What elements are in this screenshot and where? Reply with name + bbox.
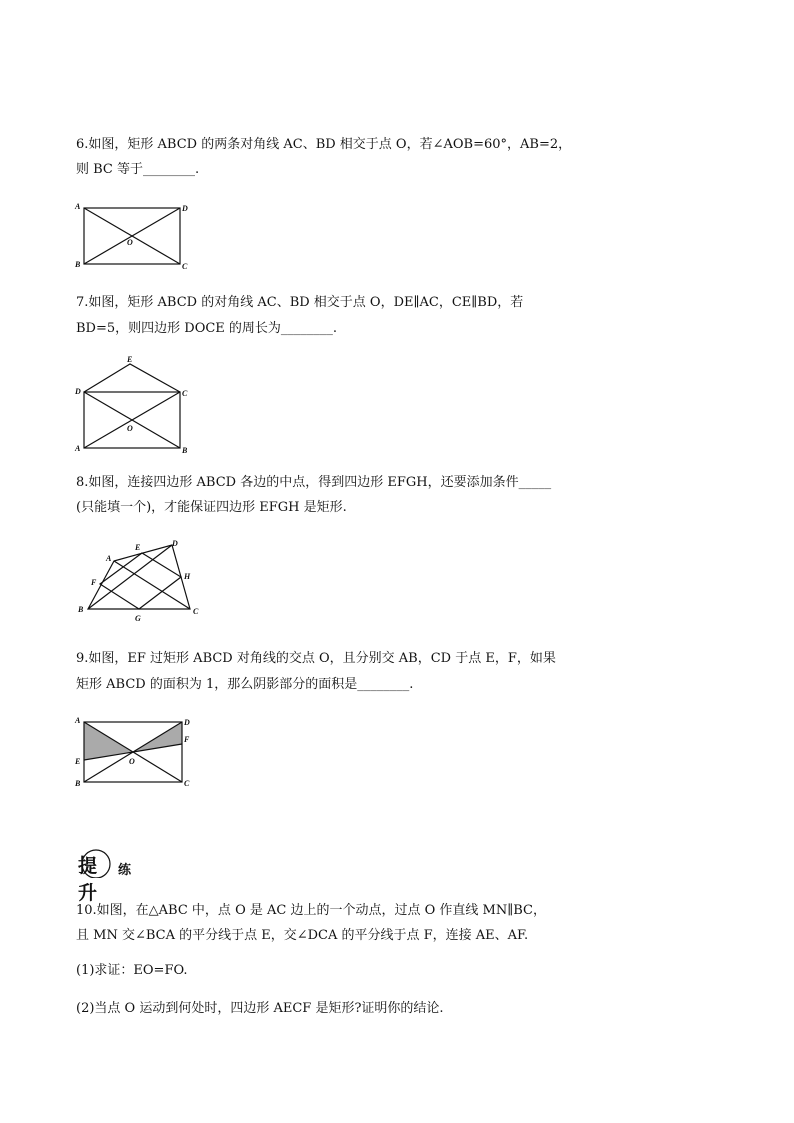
q8-diagonal-bd (88, 545, 172, 609)
q7-label-e: E (127, 355, 133, 364)
q6-label-d: D (182, 204, 188, 213)
q9-label-d: D (184, 718, 190, 727)
q8-label-h: H (184, 572, 191, 581)
q9-label-e: E (75, 757, 81, 766)
q7-label-d: D (75, 387, 81, 396)
q10-part1: (1)求证：EO=FO. (76, 963, 188, 978)
q7-label-a: A (75, 444, 81, 453)
q7-text-line1: 7.如图，矩形 ABCD 的对角线 AC、BD 相交于点 O，DE∥AC，CE∥BD，若 (76, 295, 524, 310)
q7-label-c: C (182, 389, 188, 398)
q7-label-b: B (182, 446, 188, 455)
q9-label-f: F (184, 735, 190, 744)
q6-label-o: O (127, 238, 133, 247)
q9-label-a: A (75, 716, 81, 725)
q9-label-b: B (75, 779, 81, 788)
q8-text-line2: (只能填一个)，才能保证四边形 EFGH 是矩形. (76, 500, 347, 515)
q6-text-line2: 则 BC 等于________. (76, 162, 200, 177)
q9-text-line1: 9.如图，EF 过矩形 ABCD 对角线的交点 O，且分别交 AB，CD 于点 E，F，如果 (76, 651, 556, 666)
q8-label-d: D (172, 539, 178, 548)
q9-rectangle-figure (72, 712, 196, 790)
q9-label-o: O (129, 757, 135, 766)
q7-label-o: O (127, 424, 133, 433)
q6-label-b: B (75, 260, 81, 269)
q9-shaded-left (84, 722, 132, 760)
q6-label-c: C (182, 262, 188, 271)
q7-triangle-dec (84, 364, 180, 392)
q8-text-line1: 8.如图，连接四边形 ABCD 各边的中点，得到四边形 EFGH，还要添加条件_____ (76, 475, 552, 490)
figure-part (88, 545, 190, 609)
q10-text-line1: 10.如图，在△ABC 中，点 O 是 AC 边上的一个动点，过点 O 作直线 MN∥BC， (76, 903, 546, 918)
q6-rectangle-figure (72, 200, 192, 272)
q8-label-e: E (135, 543, 141, 552)
figure-part (84, 208, 180, 264)
q6-text-line1: 6.如图，矩形 ABCD 的两条对角线 AC、BD 相交于点 O，若∠AOB=60°，AB=2， (76, 137, 572, 152)
q8-quad-efgh (100, 553, 181, 609)
figure-part (84, 364, 180, 448)
section-title-small: 练 (118, 863, 132, 878)
q10-part2: (2)当点 O 运动到何处时，四边形 AECF 是矩形?证明你的结论. (76, 1001, 444, 1016)
section-title-big: 提升 (78, 855, 98, 904)
q8-label-c: C (193, 607, 199, 616)
q8-label-a: A (106, 554, 112, 563)
q10-text-line2: 且 MN 交∠BCA 的平分线于点 E，交∠DCA 的平分线于点 F，连接 AE、AF. (76, 928, 529, 943)
q8-label-b: B (78, 605, 84, 614)
q7-rectangle-figure (72, 352, 192, 456)
q9-text-line2: 矩形 ABCD 的面积为 1，那么阴影部分的面积是________. (76, 677, 414, 692)
q8-quadrilateral-figure (74, 535, 204, 627)
q8-label-g: G (135, 614, 141, 623)
q8-label-f: F (91, 578, 97, 587)
q7-text-line2: BD=5，则四边形 DOCE 的周长为________. (76, 321, 338, 336)
q6-label-a: A (75, 202, 81, 211)
q9-label-c: C (184, 779, 190, 788)
